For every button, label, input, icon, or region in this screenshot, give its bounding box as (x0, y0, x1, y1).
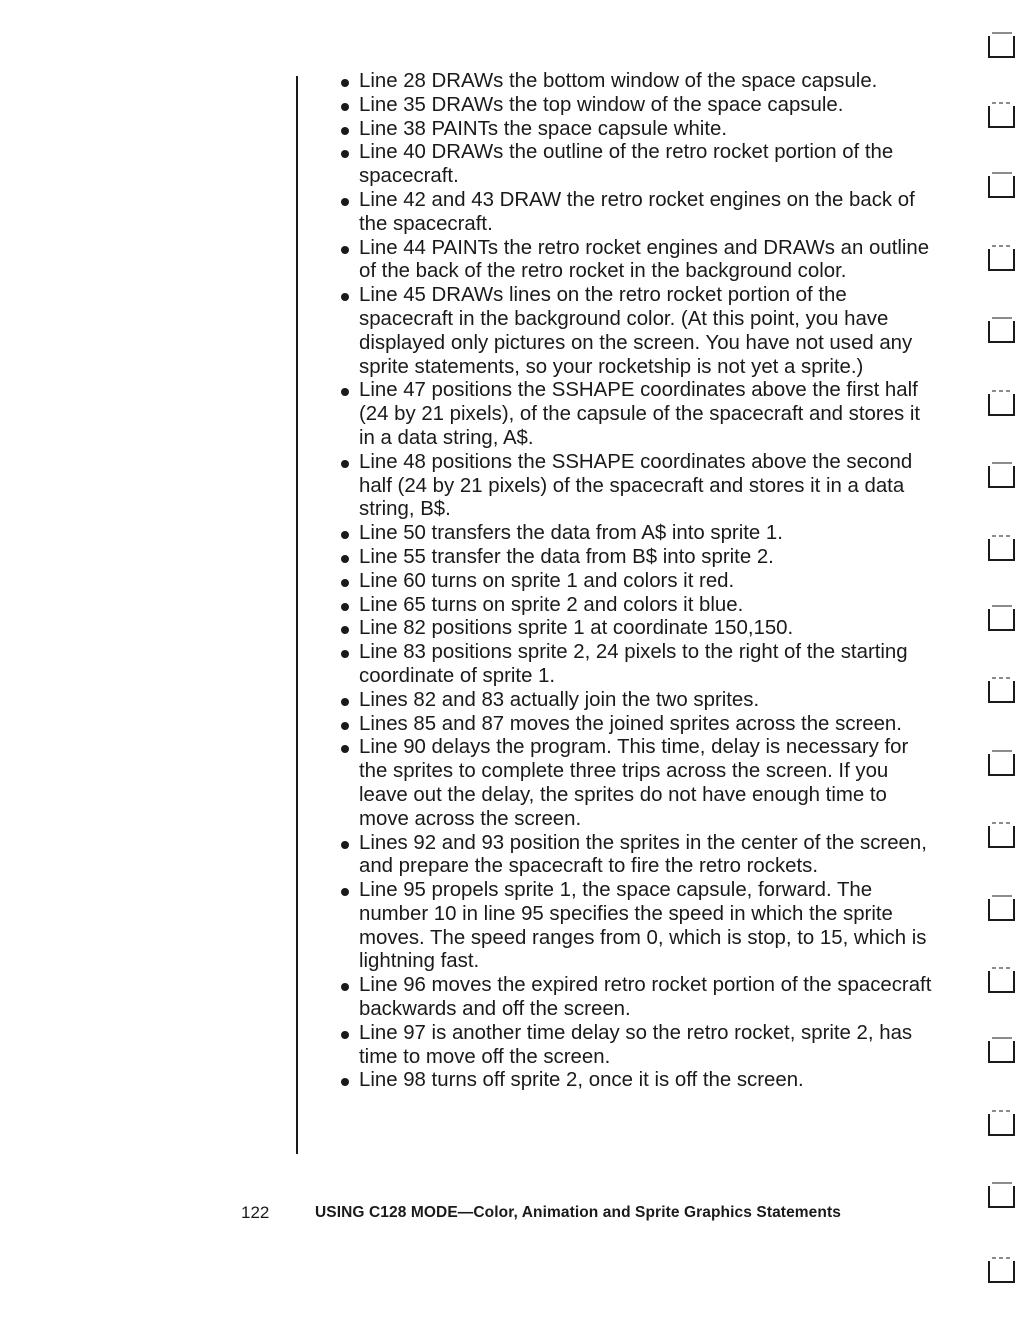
bullet-item: Lines 82 and 83 actually join the two sprites. (340, 689, 940, 713)
bullet-item: Lines 92 and 93 position the sprites in the center of the screen, and prepare the spacecraft to fire the retro rockets. (340, 832, 940, 880)
bullet-item: Line 95 propels sprite 1, the space capsule, forward. The number 10 in line 95 specifies the speed in which the sprite moves. The speed ranges from 0, which is stop, to 15, which is lightning fast. (340, 879, 940, 974)
bullet-item: Line 35 DRAWs the top window of the space capsule. (340, 94, 940, 118)
page-number: 122 (241, 1203, 270, 1222)
binding-mark-icon (986, 460, 1016, 490)
bullet-item: Line 97 is another time delay so the retro rocket, sprite 2, has time to move off the screen. (340, 1022, 940, 1070)
binding-mark-icon (986, 603, 1016, 633)
binding-mark-icon (986, 965, 1016, 995)
binding-hole-marks (984, 0, 1024, 1330)
bullet-item: Line 44 PAINTs the retro rocket engines and DRAWs an outline of the back of the retro rocket in the background color. (340, 237, 940, 285)
binding-mark-icon (986, 30, 1016, 60)
bullet-item: Line 38 PAINTs the space capsule white. (340, 118, 940, 142)
binding-mark-icon (986, 315, 1016, 345)
binding-mark-icon (986, 1108, 1016, 1138)
bullet-item: Line 65 turns on sprite 2 and colors it blue. (340, 594, 940, 618)
binding-mark-icon (986, 388, 1016, 418)
binding-mark-icon (986, 100, 1016, 130)
binding-mark-icon (986, 170, 1016, 200)
binding-mark-icon (986, 820, 1016, 850)
bullet-item: Line 60 turns on sprite 1 and colors it red. (340, 570, 940, 594)
binding-mark-icon (986, 533, 1016, 563)
bullet-list (340, 70, 940, 1093)
bullet-item: Line 96 moves the expired retro rocket portion of the spacecraft backwards and off the screen. (340, 974, 940, 1022)
binding-mark-icon (986, 748, 1016, 778)
binding-mark-icon (986, 893, 1016, 923)
running-footer-title: USING C128 MODE—Color, Animation and Sprite Graphics Statements (315, 1204, 841, 1221)
bullet-item: Line 42 and 43 DRAW the retro rocket engines on the back of the spacecraft. (340, 189, 940, 237)
binding-mark-icon (986, 675, 1016, 705)
bullet-item: Line 83 positions sprite 2, 24 pixels to the right of the starting coordinate of sprite 1. (340, 641, 940, 689)
binding-mark-icon (986, 1180, 1016, 1210)
bullet-item: Line 82 positions sprite 1 at coordinate 150,150. (340, 617, 940, 641)
bullet-item: Line 90 delays the program. This time, delay is necessary for the sprites to complete three trips across the screen. If you leave out the delay, the sprites do not have enough time to move across the screen. (340, 736, 940, 831)
bullet-item: Line 47 positions the SSHAPE coordinates above the first half (24 by 21 pixels), of the capsule of the spacecraft and stores it in a data string, A$. (340, 379, 940, 450)
margin-rule (296, 76, 298, 1154)
bullet-item: Lines 85 and 87 moves the joined sprites across the screen. (340, 713, 940, 737)
bullet-item: Line 48 positions the SSHAPE coordinates above the second half (24 by 21 pixels) of the spacecraft and stores it in a data string, B$. (340, 451, 940, 522)
bullet-item: Line 45 DRAWs lines on the retro rocket portion of the spacecraft in the background color. (At this point, you have displayed only pictures on the screen. You have not used any sprite statements, so your rocketship is not yet a sprite.) (340, 284, 940, 379)
binding-mark-icon (986, 243, 1016, 273)
binding-mark-icon (986, 1035, 1016, 1065)
binding-mark-icon (986, 1255, 1016, 1285)
bullet-item: Line 50 transfers the data from A$ into sprite 1. (340, 522, 940, 546)
bullet-item: Line 98 turns off sprite 2, once it is off the screen. (340, 1069, 940, 1093)
bullet-item: Line 28 DRAWs the bottom window of the space capsule. (340, 70, 940, 94)
bullet-item: Line 55 transfer the data from B$ into sprite 2. (340, 546, 940, 570)
bullet-item: Line 40 DRAWs the outline of the retro rocket portion of the spacecraft. (340, 141, 940, 189)
